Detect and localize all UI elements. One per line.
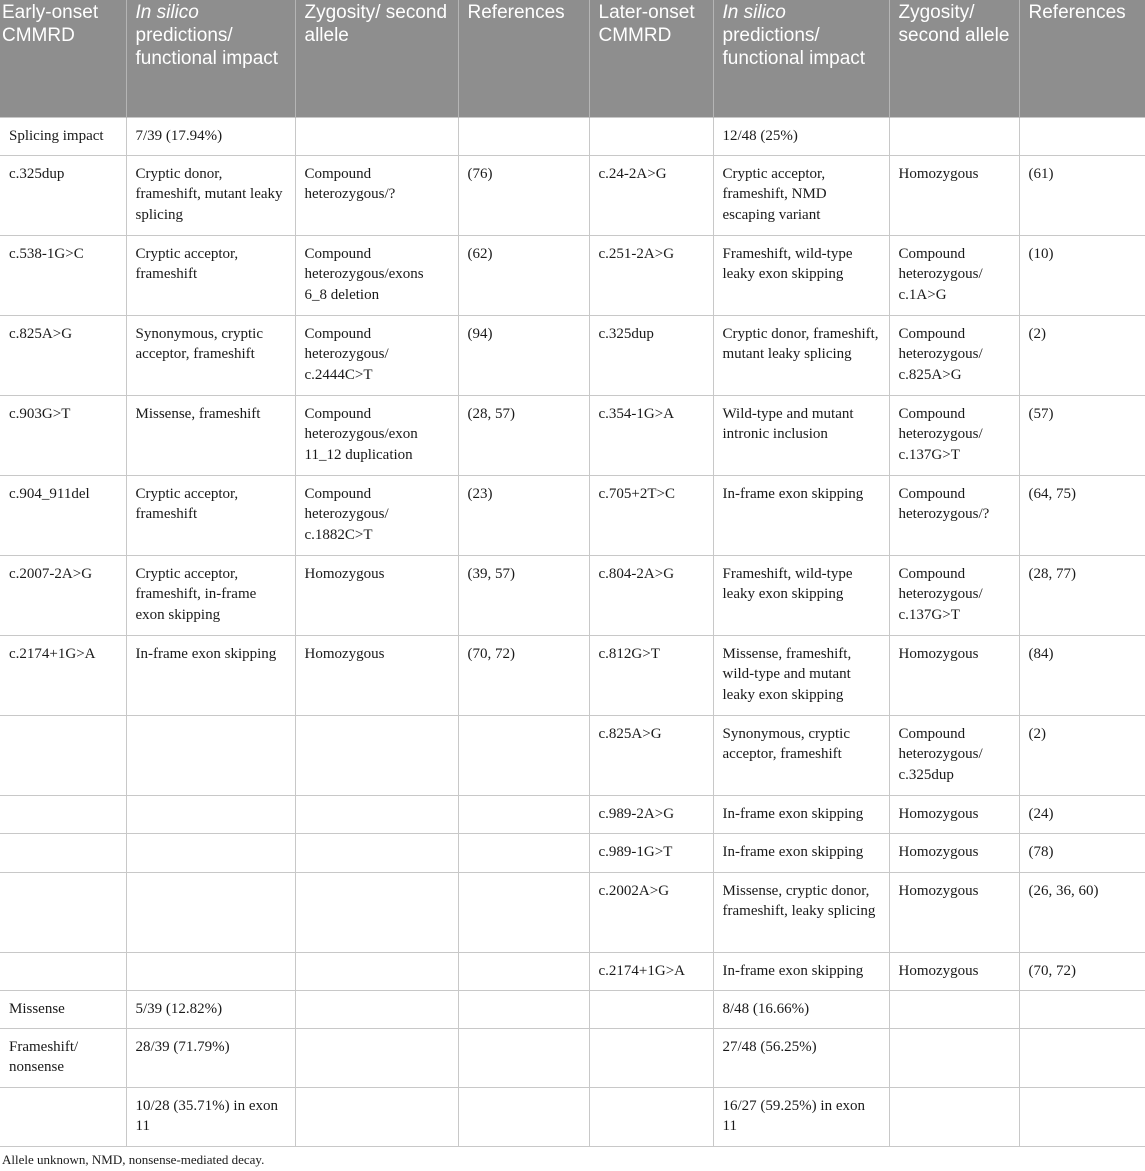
table-cell bbox=[295, 952, 458, 990]
table-cell bbox=[295, 833, 458, 872]
table-cell: 8/48 (16.66%) bbox=[713, 990, 889, 1028]
table-cell: c.825A>G bbox=[589, 715, 713, 795]
table-cell: Homozygous bbox=[889, 952, 1019, 990]
header-early-onset: Early-onset CMMRD bbox=[0, 0, 126, 117]
table-cell bbox=[458, 795, 589, 833]
table-cell bbox=[889, 1087, 1019, 1146]
table-cell: Missense bbox=[0, 990, 126, 1028]
table-cell bbox=[295, 117, 458, 155]
table-cell: (57) bbox=[1019, 395, 1145, 475]
table-cell bbox=[0, 715, 126, 795]
table-cell: Wild-type and mutant intronic inclusion bbox=[713, 395, 889, 475]
table-cell bbox=[458, 1028, 589, 1087]
header-in-silico bbox=[126, 0, 295, 117]
table-cell bbox=[589, 1087, 713, 1146]
table-cell: (2) bbox=[1019, 715, 1145, 795]
table-cell: Compound heterozygous/ c.137G>T bbox=[889, 555, 1019, 635]
table-cell: Homozygous bbox=[295, 555, 458, 635]
table-cell: 5/39 (12.82%) bbox=[126, 990, 295, 1028]
table-cell: (64, 75) bbox=[1019, 475, 1145, 555]
table-cell: Cryptic acceptor, frameshift bbox=[126, 235, 295, 315]
table-cell: c.24-2A>G bbox=[589, 155, 713, 235]
header-in-silico-italic: In silico bbox=[135, 2, 199, 23]
table-cell: Compound heterozygous/ c.825A>G bbox=[889, 315, 1019, 395]
table-cell: In-frame exon skipping bbox=[713, 952, 889, 990]
table-cell bbox=[458, 872, 589, 952]
table-cell bbox=[1019, 1087, 1145, 1146]
table-cell: Homozygous bbox=[889, 833, 1019, 872]
table-cell bbox=[458, 117, 589, 155]
header-row bbox=[0, 0, 1145, 117]
table-cell: c.251-2A>G bbox=[589, 235, 713, 315]
table-row bbox=[0, 833, 1145, 872]
table-cell: Compound heterozygous/ c.325dup bbox=[889, 715, 1019, 795]
table-cell bbox=[126, 872, 295, 952]
table-cell: c.989-1G>T bbox=[589, 833, 713, 872]
table-cell: 12/48 (25%) bbox=[713, 117, 889, 155]
table-cell: Synonymous, cryptic acceptor, frameshift bbox=[126, 315, 295, 395]
table-cell bbox=[0, 833, 126, 872]
table-cell: (70, 72) bbox=[458, 635, 589, 715]
header-later-onset: Later-onset CMMRD bbox=[589, 0, 713, 117]
header-zygosity-2: Zygosity/ second allele bbox=[889, 0, 1019, 117]
table-cell: Compound heterozygous/ c.1A>G bbox=[889, 235, 1019, 315]
table-cell: (94) bbox=[458, 315, 589, 395]
table-row bbox=[0, 315, 1145, 395]
table-cell bbox=[458, 833, 589, 872]
table-cell: (62) bbox=[458, 235, 589, 315]
table-cell: Compound heterozygous/exon 11_12 duplication bbox=[295, 395, 458, 475]
table-cell: 16/27 (59.25%) in exon 11 bbox=[713, 1087, 889, 1146]
table-cell: Homozygous bbox=[889, 635, 1019, 715]
table-cell: c.354-1G>A bbox=[589, 395, 713, 475]
header-zygosity: Zygosity/ second allele bbox=[295, 0, 458, 117]
table-row bbox=[0, 117, 1145, 155]
table-cell: c.904_911del bbox=[0, 475, 126, 555]
table-cell: c.538-1G>C bbox=[0, 235, 126, 315]
table-cell bbox=[589, 990, 713, 1028]
table-cell bbox=[458, 952, 589, 990]
table-cell: Splicing impact bbox=[0, 117, 126, 155]
table-row bbox=[0, 715, 1145, 795]
table-cell bbox=[0, 1087, 126, 1146]
table-cell: Missense, frameshift, wild-type and mutant leaky exon skipping bbox=[713, 635, 889, 715]
table-cell bbox=[458, 715, 589, 795]
table-row bbox=[0, 795, 1145, 833]
table-cell: (23) bbox=[458, 475, 589, 555]
table-cell bbox=[1019, 990, 1145, 1028]
table-cell bbox=[126, 715, 295, 795]
table-cell: Compound heterozygous/exons 6_8 deletion bbox=[295, 235, 458, 315]
table-cell: Homozygous bbox=[889, 795, 1019, 833]
table-cell: Compound heterozygous/ c.2444C>T bbox=[295, 315, 458, 395]
table-cell bbox=[126, 952, 295, 990]
header-in-silico-rest-2: predictions/ functional impact bbox=[722, 25, 866, 69]
header-in-silico-2 bbox=[713, 0, 889, 117]
table-body bbox=[0, 117, 1145, 1146]
table-cell: (26, 36, 60) bbox=[1019, 872, 1145, 952]
table-cell: (10) bbox=[1019, 235, 1145, 315]
table-cell bbox=[295, 872, 458, 952]
table-cell: c.903G>T bbox=[0, 395, 126, 475]
table-cell bbox=[589, 117, 713, 155]
table-row bbox=[0, 235, 1145, 315]
table-cell bbox=[0, 795, 126, 833]
table-cell: Cryptic acceptor, frameshift bbox=[126, 475, 295, 555]
table-cell: Missense, frameshift bbox=[126, 395, 295, 475]
table-cell bbox=[295, 990, 458, 1028]
table-cell: In-frame exon skipping bbox=[713, 833, 889, 872]
table-row bbox=[0, 155, 1145, 235]
table-cell: c.2007-2A>G bbox=[0, 555, 126, 635]
table-cell bbox=[889, 990, 1019, 1028]
table-cell: Compound heterozygous/ c.1882C>T bbox=[295, 475, 458, 555]
table-cell: Compound heterozygous/? bbox=[295, 155, 458, 235]
table-cell: c.804-2A>G bbox=[589, 555, 713, 635]
table-cell: 28/39 (71.79%) bbox=[126, 1028, 295, 1087]
table-cell bbox=[0, 872, 126, 952]
header-references-2: References bbox=[1019, 0, 1145, 117]
table-cell: Frameshift, wild-type leaky exon skipping bbox=[713, 555, 889, 635]
table-cell: Cryptic acceptor, frameshift, NMD escaping variant bbox=[713, 155, 889, 235]
table-cell: Compound heterozygous/? bbox=[889, 475, 1019, 555]
table-cell: Homozygous bbox=[889, 872, 1019, 952]
table-cell: c.325dup bbox=[589, 315, 713, 395]
table-cell: (84) bbox=[1019, 635, 1145, 715]
table-row bbox=[0, 475, 1145, 555]
table-cell bbox=[0, 952, 126, 990]
table-cell: In-frame exon skipping bbox=[713, 795, 889, 833]
table-cell: Cryptic donor, frameshift, mutant leaky splicing bbox=[713, 315, 889, 395]
table-row bbox=[0, 872, 1145, 952]
table-row bbox=[0, 555, 1145, 635]
table-row bbox=[0, 990, 1145, 1028]
table-cell: Homozygous bbox=[295, 635, 458, 715]
table-cell bbox=[458, 1087, 589, 1146]
table-cell bbox=[889, 117, 1019, 155]
table-cell bbox=[295, 1087, 458, 1146]
table-cell: 27/48 (56.25%) bbox=[713, 1028, 889, 1087]
table-cell: c.989-2A>G bbox=[589, 795, 713, 833]
table-cell: Frameshift/ nonsense bbox=[0, 1028, 126, 1087]
table-footnote: Allele unknown, NMD, nonsense-mediated decay. bbox=[2, 1152, 265, 1167]
table-cell: (78) bbox=[1019, 833, 1145, 872]
table-cell: c.2002A>G bbox=[589, 872, 713, 952]
table-cell bbox=[589, 1028, 713, 1087]
table-cell: (24) bbox=[1019, 795, 1145, 833]
table-cell: Homozygous bbox=[889, 155, 1019, 235]
table-cell: (28, 77) bbox=[1019, 555, 1145, 635]
table-cell: (61) bbox=[1019, 155, 1145, 235]
table-cell bbox=[1019, 1028, 1145, 1087]
table-header bbox=[0, 0, 1145, 117]
header-in-silico-italic-2: In silico bbox=[722, 2, 786, 23]
table-cell bbox=[458, 990, 589, 1028]
table-cell bbox=[295, 1028, 458, 1087]
table-cell: 10/28 (35.71%) in exon 11 bbox=[126, 1087, 295, 1146]
table-cell bbox=[295, 715, 458, 795]
table-cell bbox=[126, 833, 295, 872]
table-cell: Synonymous, cryptic acceptor, frameshift bbox=[713, 715, 889, 795]
table-cell: Cryptic donor, frameshift, mutant leaky splicing bbox=[126, 155, 295, 235]
table-cell: (2) bbox=[1019, 315, 1145, 395]
table-cell bbox=[295, 795, 458, 833]
table-cell bbox=[889, 1028, 1019, 1087]
table-cell: (70, 72) bbox=[1019, 952, 1145, 990]
table-cell: Missense, cryptic donor, frameshift, leaky splicing bbox=[713, 872, 889, 952]
table-row bbox=[0, 952, 1145, 990]
table-cell: 7/39 (17.94%) bbox=[126, 117, 295, 155]
table-row bbox=[0, 1087, 1145, 1146]
table-cell: (39, 57) bbox=[458, 555, 589, 635]
header-references: References bbox=[458, 0, 589, 117]
table-cell: Frameshift, wild-type leaky exon skipping bbox=[713, 235, 889, 315]
table-cell: c.325dup bbox=[0, 155, 126, 235]
table-cell: c.2174+1G>A bbox=[589, 952, 713, 990]
table-cell: Compound heterozygous/ c.137G>T bbox=[889, 395, 1019, 475]
table-cell: Cryptic acceptor, frameshift, in-frame exon skipping bbox=[126, 555, 295, 635]
table-cell bbox=[1019, 117, 1145, 155]
table-row bbox=[0, 395, 1145, 475]
table-row bbox=[0, 1028, 1145, 1087]
table-cell: c.705+2T>C bbox=[589, 475, 713, 555]
table-cell: c.825A>G bbox=[0, 315, 126, 395]
table-cell: In-frame exon skipping bbox=[126, 635, 295, 715]
table-cell: In-frame exon skipping bbox=[713, 475, 889, 555]
table-row bbox=[0, 635, 1145, 715]
table-cell: c.812G>T bbox=[589, 635, 713, 715]
table-cell bbox=[126, 795, 295, 833]
table-cell: (76) bbox=[458, 155, 589, 235]
table-cell: (28, 57) bbox=[458, 395, 589, 475]
table-cell: c.2174+1G>A bbox=[0, 635, 126, 715]
header-in-silico-rest: predictions/ functional impact bbox=[135, 25, 279, 69]
